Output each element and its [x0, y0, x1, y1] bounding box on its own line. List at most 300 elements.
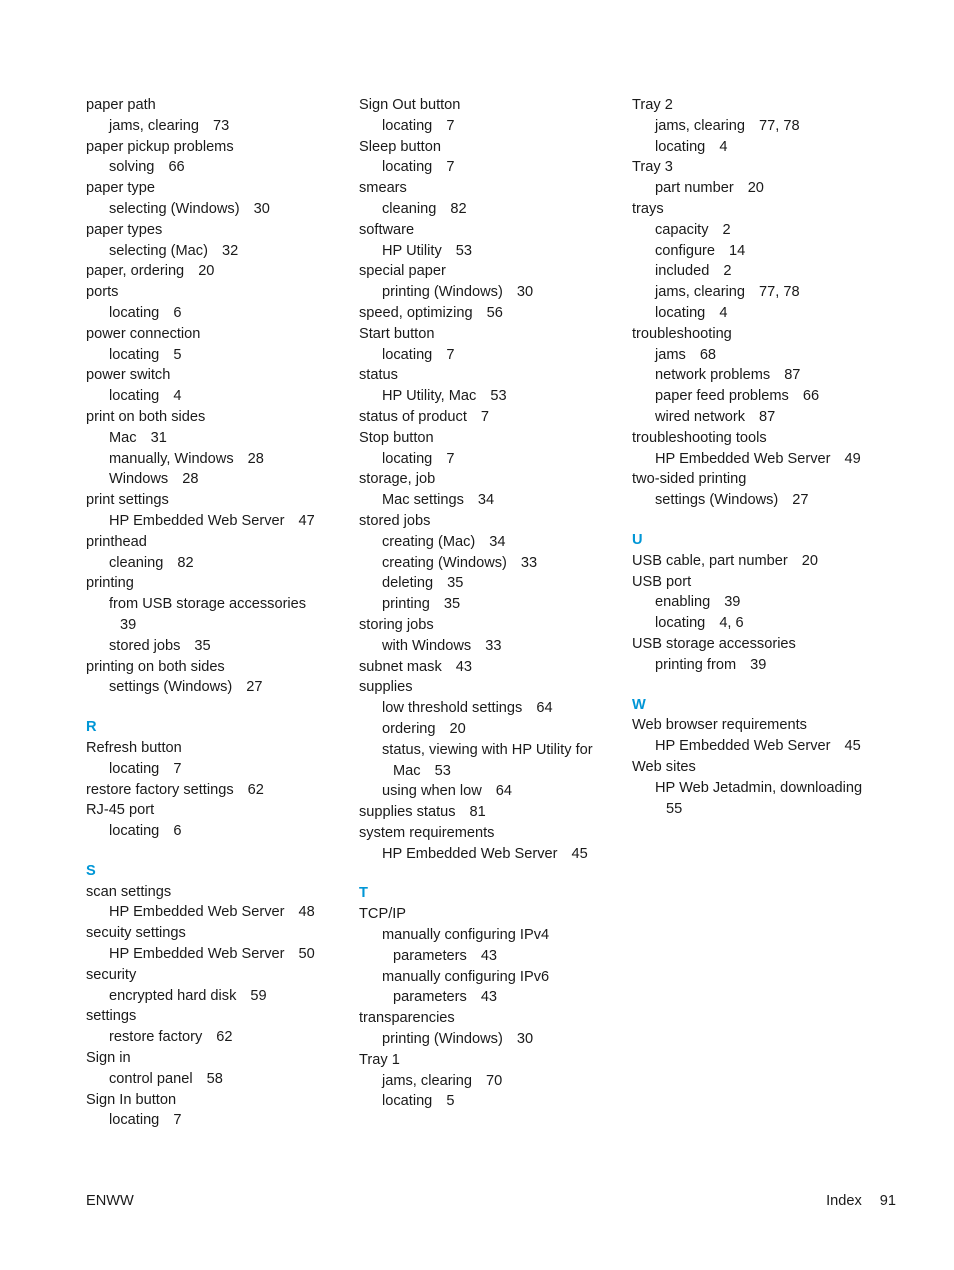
entry-page-reference[interactable]: 7 — [446, 346, 455, 363]
entry-term: manually, Windows — [109, 450, 234, 467]
index-line — [359, 199, 614, 220]
entry-term: configure — [655, 242, 716, 259]
entry-term: RJ-45 port — [86, 802, 155, 819]
entry-page-reference[interactable]: 34 — [477, 492, 495, 509]
entry-term: print on both sides — [86, 408, 206, 425]
index-line — [86, 178, 336, 199]
index-entry — [359, 511, 614, 532]
index-line — [359, 1029, 614, 1050]
index-subentry — [359, 1029, 614, 1050]
entry-page-reference[interactable]: 87 — [784, 367, 801, 384]
index-entry — [632, 634, 882, 655]
index-subentry — [86, 594, 336, 636]
index-line — [86, 821, 336, 842]
index-line — [359, 469, 614, 490]
index-line — [359, 241, 614, 262]
entry-term: printing — [382, 596, 430, 613]
index-subentry — [359, 698, 614, 719]
index-entry — [86, 1048, 336, 1069]
entry-page-reference[interactable]: 4 — [719, 138, 728, 155]
entry-page-reference[interactable]: 47 — [298, 512, 315, 529]
entry-term: paper feed problems — [655, 388, 789, 405]
entry-term: capacity — [655, 221, 709, 238]
entry-term: TCP/IP — [359, 906, 407, 923]
entry-page-reference[interactable]: 39 — [750, 656, 767, 673]
footer-publication-code: ENWW — [86, 1193, 134, 1209]
entry-term: transparencies — [359, 1010, 455, 1027]
entry-term: Mac — [109, 429, 137, 446]
index-subentry — [632, 220, 882, 241]
entry-term: Mac — [393, 762, 421, 779]
entry-term: HP Web Jetadmin, downloading — [655, 779, 863, 796]
entry-term: selecting (Mac) — [109, 242, 208, 259]
index-line — [86, 386, 336, 407]
entry-term: software — [359, 221, 415, 238]
entry-term: control panel — [109, 1070, 193, 1087]
index-line — [359, 615, 614, 636]
entry-page-reference[interactable]: 50 — [298, 946, 315, 963]
index-line — [632, 116, 882, 137]
index-entry — [632, 157, 882, 178]
index-line — [359, 178, 614, 199]
entry-page-reference[interactable]: 34 — [489, 533, 506, 550]
entry-page-reference[interactable]: 20 — [747, 180, 764, 197]
index-line — [359, 261, 614, 282]
index-line — [359, 823, 614, 844]
entry-term: Tray 2 — [632, 97, 673, 113]
entry-term: settings (Windows) — [109, 679, 233, 696]
index-entry — [86, 490, 336, 511]
entry-page-reference[interactable]: 2 — [723, 263, 732, 280]
entry-page-reference[interactable]: 2 — [722, 221, 731, 238]
entry-page-reference[interactable]: 58 — [206, 1070, 223, 1087]
index-subentry — [359, 490, 614, 511]
entry-page-reference[interactable]: 35 — [194, 637, 211, 654]
index-line — [86, 116, 336, 137]
entry-term: settings (Windows) — [655, 492, 779, 509]
entry-term: storing jobs — [359, 616, 434, 633]
index-line — [359, 324, 614, 345]
index-line — [632, 428, 882, 449]
index-line — [359, 636, 614, 657]
index-line — [86, 1048, 336, 1069]
entry-page-reference[interactable]: 70 — [486, 1072, 503, 1089]
index-subentry — [359, 740, 614, 782]
entry-term: Windows — [109, 471, 169, 488]
entry-page-reference[interactable]: 7 — [446, 117, 455, 134]
entry-term: locating — [109, 388, 160, 405]
index-entry — [359, 802, 614, 823]
entry-term: jams, clearing — [382, 1072, 473, 1089]
index-subentry — [86, 449, 336, 470]
index-line — [86, 800, 336, 821]
index-line — [86, 677, 336, 698]
footer-left — [86, 1191, 134, 1211]
index-line — [632, 199, 882, 220]
entry-term: included — [655, 263, 710, 280]
index-line — [359, 844, 614, 865]
entry-term: creating (Windows) — [382, 554, 507, 571]
index-entry — [632, 428, 882, 449]
entry-page-reference[interactable]: 4, 6 — [719, 615, 744, 632]
entry-term: Sign Out button — [359, 97, 461, 113]
index-letter-heading: S — [86, 862, 96, 879]
entry-page-reference[interactable]: 28 — [247, 450, 264, 467]
entry-term: printing on both sides — [86, 658, 225, 675]
index-entry — [86, 137, 336, 158]
index-entry — [86, 573, 336, 594]
index-subentry — [359, 573, 614, 594]
entry-term: USB port — [632, 573, 692, 590]
entry-term: locating — [382, 450, 433, 467]
index-line — [86, 986, 336, 1007]
index-entry — [359, 823, 614, 844]
index-line — [86, 511, 336, 532]
index-entry — [359, 657, 614, 678]
index-letter-heading: U — [632, 531, 643, 548]
entry-page-reference[interactable]: 39 — [120, 616, 137, 633]
index-line — [86, 657, 336, 678]
index-line — [632, 157, 882, 178]
entry-page-reference[interactable]: 82 — [450, 200, 467, 217]
index-subentry — [86, 345, 336, 366]
index-line — [86, 780, 336, 801]
entry-page-reference[interactable]: 66 — [802, 388, 820, 405]
index-line — [359, 1071, 614, 1092]
entry-term: Web sites — [632, 758, 696, 775]
entry-page-reference[interactable]: 43 — [480, 947, 498, 964]
entry-term: jams, clearing — [655, 117, 746, 134]
index-line — [86, 923, 336, 944]
index-line — [359, 365, 614, 386]
entry-page-reference[interactable]: 39 — [724, 594, 741, 611]
entry-term: manually configuring IPv6 — [382, 968, 550, 985]
entry-page-reference[interactable]: 53 — [455, 242, 472, 259]
index-line — [632, 490, 882, 511]
index-line — [359, 802, 614, 823]
index-subentry — [359, 844, 614, 865]
index-line — [359, 946, 614, 967]
index-line — [86, 469, 336, 490]
index-entry — [86, 923, 336, 944]
index-line — [86, 261, 336, 282]
entry-term: USB storage accessories — [632, 635, 796, 652]
index-line — [359, 282, 614, 303]
index-line — [359, 1008, 614, 1029]
index-line — [359, 987, 614, 1008]
entry-term: locating — [382, 159, 433, 176]
index-subentry — [359, 781, 614, 802]
entry-page-reference[interactable]: 73 — [213, 117, 230, 134]
index-line — [86, 95, 336, 116]
index-column-3 — [632, 95, 882, 819]
entry-page-reference[interactable]: 20 — [198, 263, 215, 280]
entry-page-reference[interactable]: 53 — [434, 762, 451, 779]
index-line — [86, 1090, 336, 1111]
entry-term: parameters — [393, 947, 467, 964]
index-line — [632, 634, 882, 655]
entry-term: printing (Windows) — [382, 1031, 503, 1048]
entry-page-reference[interactable]: 7 — [173, 1112, 182, 1129]
index-subentry — [86, 157, 336, 178]
entry-page-reference[interactable]: 45 — [844, 738, 861, 755]
entry-term: print settings — [86, 492, 169, 509]
index-line — [86, 1006, 336, 1027]
entry-term: Start button — [359, 325, 435, 342]
index-line — [86, 490, 336, 511]
index-entry — [359, 1008, 614, 1029]
index-entry — [86, 738, 336, 759]
index-subentry — [359, 594, 614, 615]
entry-term: cleaning — [109, 554, 164, 571]
entry-term: smears — [359, 180, 407, 197]
index-subentry — [359, 1091, 614, 1112]
index-entry — [86, 965, 336, 986]
index-line — [632, 551, 882, 572]
index-subentry — [86, 553, 336, 574]
index-subentry — [632, 178, 882, 199]
index-line — [86, 594, 336, 615]
index-line — [632, 220, 882, 241]
index-entry — [359, 261, 614, 282]
index-line — [86, 324, 336, 345]
index-line — [359, 303, 614, 324]
entry-term: Refresh button — [86, 739, 182, 756]
entry-page-reference[interactable]: 59 — [250, 987, 267, 1004]
entry-page-reference[interactable]: 32 — [221, 242, 239, 259]
index-line — [632, 613, 882, 634]
index-line — [359, 904, 614, 925]
entry-page-reference[interactable]: 20 — [801, 552, 818, 569]
entry-page-reference[interactable]: 64 — [536, 700, 553, 717]
index-line — [359, 698, 614, 719]
index-entry — [632, 469, 882, 490]
index-line — [359, 925, 614, 946]
entry-page-reference[interactable]: 5 — [173, 346, 182, 363]
entry-page-reference[interactable]: 53 — [490, 388, 507, 405]
index-subentry — [359, 553, 614, 574]
entry-page-reference[interactable]: 20 — [449, 720, 466, 737]
index-subentry — [632, 241, 882, 262]
index-line — [359, 657, 614, 678]
index-entry — [359, 677, 614, 698]
entry-page-reference[interactable]: 33 — [520, 554, 538, 571]
entry-term: paper pickup problems — [86, 138, 234, 155]
entry-term: stored jobs — [359, 512, 431, 529]
entry-term: USB cable, part number — [632, 552, 788, 569]
entry-term: trays — [632, 200, 664, 217]
index-entry — [632, 551, 882, 572]
entry-page-reference[interactable]: 5 — [446, 1093, 455, 1110]
entry-page-reference[interactable]: 35 — [447, 575, 464, 592]
entry-page-reference[interactable]: 30 — [253, 200, 270, 217]
index-line — [86, 965, 336, 986]
index-entry — [632, 199, 882, 220]
entry-page-reference[interactable]: 4 — [719, 304, 728, 321]
index-entry — [632, 757, 882, 778]
entry-page-reference[interactable]: 49 — [844, 450, 861, 467]
entry-term: locating — [655, 138, 706, 155]
entry-term: Tray 3 — [632, 159, 673, 176]
index-line — [86, 553, 336, 574]
entry-page-reference[interactable]: 35 — [443, 596, 461, 613]
entry-term: restore factory settings — [86, 781, 234, 798]
entry-term: jams, clearing — [655, 284, 746, 301]
entry-page-reference[interactable]: 68 — [699, 346, 717, 363]
entry-page-reference[interactable]: 43 — [455, 658, 472, 675]
entry-page-reference[interactable]: 45 — [571, 845, 588, 862]
index-subentry — [86, 241, 336, 262]
index-subentry — [86, 1069, 336, 1090]
index-line — [632, 449, 882, 470]
entry-term: from USB storage accessories — [109, 596, 307, 613]
index-subentry — [86, 1110, 336, 1131]
entry-page-reference[interactable]: 82 — [177, 554, 194, 571]
index-entry — [86, 220, 336, 241]
index-entry — [86, 95, 336, 116]
index-line — [86, 220, 336, 241]
entry-term: ordering — [382, 720, 436, 737]
index-entry — [86, 261, 336, 282]
entry-page-reference[interactable]: 43 — [480, 989, 498, 1006]
index-entry — [359, 365, 614, 386]
entry-term: HP Utility — [382, 242, 442, 259]
entry-page-reference[interactable]: 27 — [792, 492, 809, 509]
index-subentry — [359, 345, 614, 366]
entry-term: Tray 1 — [359, 1051, 400, 1068]
index-line — [86, 944, 336, 965]
entry-page-reference[interactable]: 87 — [759, 408, 776, 425]
index-subentry — [632, 613, 882, 634]
entry-term: restore factory — [109, 1029, 203, 1046]
entry-page-reference[interactable]: 30 — [516, 1031, 534, 1048]
entry-page-reference[interactable]: 56 — [486, 304, 503, 321]
index-line — [632, 592, 882, 613]
index-line — [359, 407, 614, 428]
index-line — [359, 386, 614, 407]
index-line — [86, 882, 336, 903]
index-line — [86, 365, 336, 386]
entry-term: Web browser requirements — [632, 717, 807, 734]
index-line — [359, 137, 614, 158]
entry-term: locating — [655, 304, 706, 321]
index-line — [632, 778, 882, 799]
index-subentry — [632, 736, 882, 757]
entry-page-reference[interactable]: 48 — [298, 904, 315, 921]
index-entry — [632, 324, 882, 345]
entry-page-reference[interactable]: 28 — [182, 471, 199, 488]
index-line — [632, 469, 882, 490]
index-subentry — [359, 116, 614, 137]
entry-page-reference[interactable]: 30 — [516, 284, 534, 301]
index-line — [632, 241, 882, 262]
entry-page-reference[interactable]: 55 — [666, 800, 683, 817]
index-line — [86, 636, 336, 657]
index-line — [359, 511, 614, 532]
entry-term: HP Embedded Web Server — [109, 904, 285, 921]
index-entry — [86, 780, 336, 801]
entry-page-reference[interactable]: 81 — [469, 804, 486, 821]
entry-page-reference[interactable]: 7 — [480, 408, 490, 425]
index-entry — [86, 800, 336, 821]
entry-page-reference[interactable]: 33 — [485, 637, 502, 654]
entry-page-reference[interactable]: 77, 78 — [759, 117, 800, 134]
entry-term: security — [86, 966, 137, 983]
entry-term: solving — [109, 159, 155, 176]
index-line — [632, 282, 882, 303]
entry-page-reference[interactable]: 64 — [495, 783, 513, 800]
index-line — [632, 324, 882, 345]
entry-term: scan settings — [86, 883, 172, 900]
index-subentry — [359, 1071, 614, 1092]
entry-page-reference[interactable]: 27 — [246, 679, 263, 696]
index-subentry — [86, 1027, 336, 1048]
index-line — [86, 1027, 336, 1048]
index-line — [86, 137, 336, 158]
entry-page-reference[interactable]: 7 — [446, 450, 455, 467]
entry-page-reference[interactable]: 66 — [168, 159, 185, 176]
entry-term: enabling — [655, 594, 711, 611]
index-subentry — [632, 386, 882, 407]
index-entry — [359, 407, 614, 428]
index-line — [632, 345, 882, 366]
entry-term: system requirements — [359, 824, 495, 841]
entry-page-reference[interactable]: 6 — [173, 304, 182, 321]
index-line — [632, 261, 882, 282]
index-line — [86, 199, 336, 220]
entry-term: troubleshooting — [632, 325, 732, 342]
entry-page-reference[interactable]: 14 — [729, 242, 746, 259]
index-entry — [359, 615, 614, 636]
index-column-1 — [86, 95, 336, 1131]
entry-term: wired network — [655, 408, 746, 425]
index-line — [86, 282, 336, 303]
index-subentry — [359, 719, 614, 740]
index-line — [86, 428, 336, 449]
index-line — [359, 1091, 614, 1112]
index-line — [632, 137, 882, 158]
entry-page-reference[interactable]: 62 — [216, 1029, 233, 1046]
index-entry — [86, 324, 336, 345]
entry-page-reference[interactable]: 7 — [446, 159, 455, 176]
entry-page-reference[interactable]: 6 — [173, 823, 182, 840]
entry-page-reference[interactable]: 4 — [173, 388, 182, 405]
index-line — [86, 573, 336, 594]
index-line — [632, 799, 882, 820]
entry-term: Sign in — [86, 1050, 131, 1067]
index-entry — [86, 282, 336, 303]
entry-page-reference[interactable]: 7 — [173, 760, 182, 777]
entry-page-reference[interactable]: 31 — [150, 429, 167, 446]
index-line — [632, 178, 882, 199]
entry-term: storage, job — [359, 471, 436, 488]
index-line — [86, 738, 336, 759]
index-line — [86, 241, 336, 262]
index-entry — [86, 1006, 336, 1027]
index-entry — [359, 178, 614, 199]
index-subentry — [86, 511, 336, 532]
entry-term: troubleshooting tools — [632, 429, 767, 446]
entry-term: locating — [382, 1093, 433, 1110]
entry-page-reference[interactable]: 77, 78 — [759, 284, 800, 301]
entry-page-reference[interactable]: 62 — [247, 781, 264, 798]
entry-term: creating (Mac) — [382, 533, 476, 550]
entry-term: network problems — [655, 367, 771, 384]
entry-term: ports — [86, 284, 119, 301]
index-subentry — [359, 157, 614, 178]
entry-term: status, viewing with HP Utility for — [382, 741, 593, 758]
index-subentry — [86, 677, 336, 698]
